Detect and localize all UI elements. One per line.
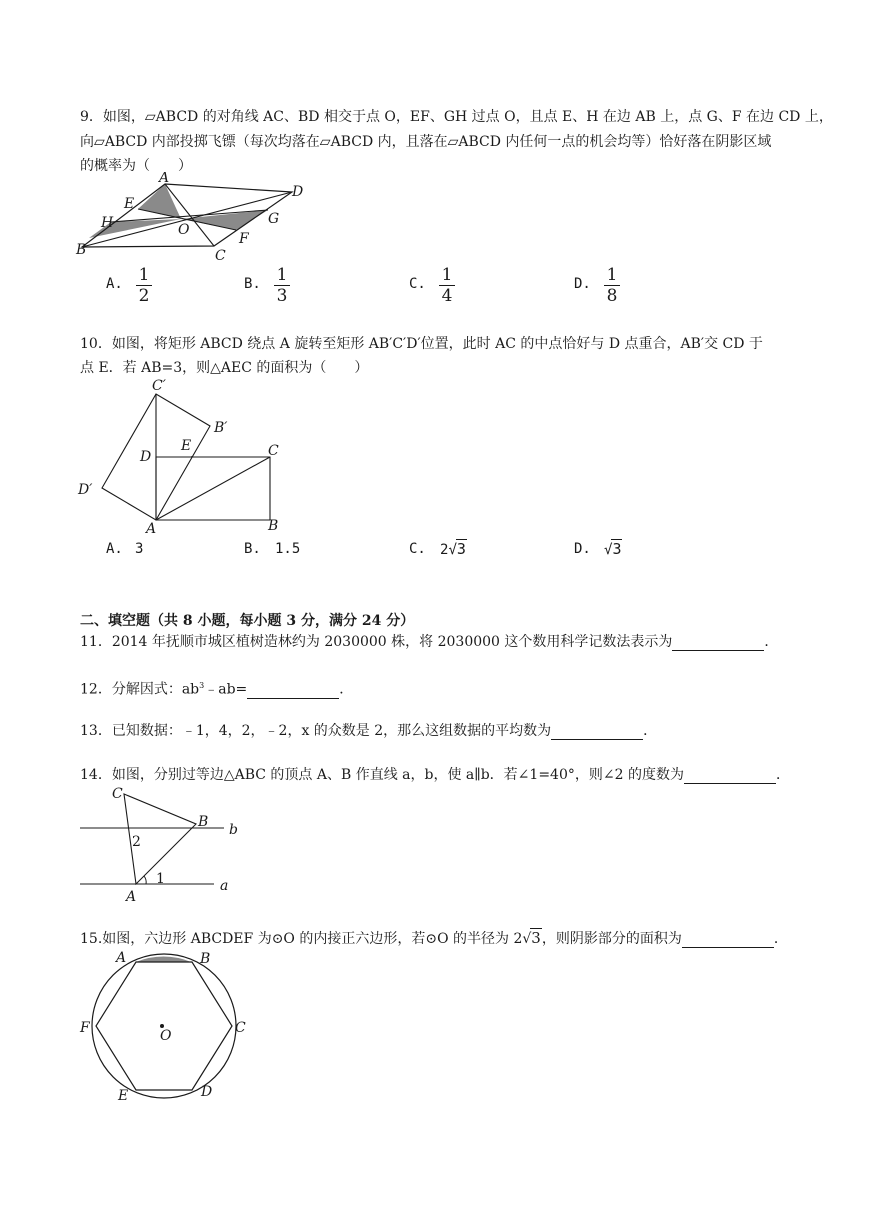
q15-answer-blank[interactable] [682, 933, 774, 948]
q14-label-b: b [229, 822, 238, 838]
q10-label-Cp: C′ [152, 378, 166, 394]
q10-label-A: A [146, 521, 157, 537]
q9-label-C: C [215, 248, 226, 262]
q10-option-a-label: A. [106, 541, 123, 557]
q14-line: 14．如图，分别过等边△ABC 的顶点 A、B 作直线 a，b，使 a∥b．若∠1=40°，则∠2 的度数为 ． [80, 767, 790, 783]
q9-label-G: G [268, 211, 280, 227]
q10-option-c-value: 2√3 [440, 540, 466, 558]
q9-option-c-label: C. [409, 276, 426, 292]
q14-answer-blank[interactable] [684, 769, 776, 784]
q9-label-A: A [159, 172, 170, 186]
q9-parallelogram-figure [72, 172, 312, 262]
q12-line: 12．分解因式：$ab^3﹣ab=$ ． [80, 681, 354, 698]
q10-option-d-value: √3 [604, 540, 622, 558]
q14-label-a: a [220, 878, 229, 894]
q10-label-C: C [268, 443, 279, 459]
q9-option-c-fraction: 1 4 [439, 266, 455, 305]
q15-label-B: B [200, 951, 211, 967]
q9-option-a-label: A. [106, 276, 123, 292]
q9-line3: 的概率为（ ） [80, 158, 192, 174]
q9-option-d-label: D. [574, 276, 591, 292]
q9-option-b-fraction: 1 3 [274, 266, 290, 305]
q10-option-a-value: 3 [135, 541, 144, 557]
q13-line: 13．已知数据：﹣1，4，2，﹣2，x 的众数是 2，那么这组数据的平均数为 ． [80, 723, 658, 739]
q10-label-D: D [140, 449, 152, 465]
q9-option-d-fraction: 1 8 [604, 266, 620, 305]
q9-label-B: B [76, 242, 87, 258]
q15-label-E: E [118, 1088, 129, 1104]
q10-rectangle-figure [74, 378, 294, 538]
q9-line2: 向▱ABCD 内部投掷飞镖（每次均落在▱ABCD 内，且落在▱ABCD 内任何一点的机会均等）恰好落在阴影区域 [80, 134, 772, 150]
q14-label-B: B [198, 814, 209, 830]
q10-label-B: B [268, 518, 279, 534]
q9-label-E: E [124, 196, 135, 212]
q9-label-F: F [239, 231, 249, 247]
q15-label-O: O [160, 1028, 172, 1044]
q10-line2: 点 E．若 AB=3，则△AEC 的面积为（ ） [80, 360, 369, 376]
q15-label-D: D [201, 1084, 213, 1100]
q15-hexagon-figure [74, 946, 254, 1106]
q15-line: 15.如图，六边形 ABCDEF 为⊙O 的内接正六边形，若⊙O 的半径为 2√3，则阴影部分的面积为 ． [80, 929, 788, 947]
q14-triangle-figure [74, 784, 254, 904]
q10-label-Bp: B′ [214, 420, 228, 436]
q10-option-b-label: B. [244, 541, 261, 557]
q14-angle-1: 1 [156, 871, 165, 887]
q9-option-b-label: B. [244, 276, 261, 292]
q10-option-c-label: C. [409, 541, 426, 557]
q9-label-O: O [178, 222, 190, 238]
q12-answer-blank[interactable] [247, 684, 339, 699]
q9-label-D: D [292, 184, 304, 200]
q15-label-A: A [116, 950, 127, 966]
q14-angle-2: 2 [132, 834, 141, 850]
q10-label-Dp: D′ [78, 482, 93, 498]
q9-label-H: H [101, 215, 114, 231]
q11-line: 11．2014 年抚顺市城区植树造林约为 2030000 株，将 2030000 这个数用科学记数法表示为 ． [80, 634, 779, 650]
q14-label-A: A [126, 889, 137, 904]
q15-label-C: C [235, 1020, 246, 1036]
q10-label-E: E [181, 438, 192, 454]
q9-option-a-fraction: 1 2 [136, 266, 152, 305]
q9-line1: 9．如图，▱ABCD 的对角线 AC、BD 相交于点 O，EF、GH 过点 O，且点 E、H 在边 AB 上，点 G、F 在边 CD 上， [80, 109, 833, 125]
q10-option-d-label: D. [574, 541, 591, 557]
q13-answer-blank[interactable] [551, 725, 643, 740]
q10-line1: 10．如图，将矩形 ABCD 绕点 A 旋转至矩形 AB′C′D′位置，此时 AC 的中点恰好与 D 点重合，AB′交 CD 于 [80, 336, 763, 352]
q14-label-C: C [112, 786, 123, 802]
section2-heading: 二、填空题（共 8 小题，每小题 3 分，满分 24 分） [80, 613, 415, 629]
q11-answer-blank[interactable] [672, 636, 764, 651]
q15-label-F: F [80, 1020, 90, 1036]
q10-option-b-value: 1.5 [275, 541, 301, 557]
